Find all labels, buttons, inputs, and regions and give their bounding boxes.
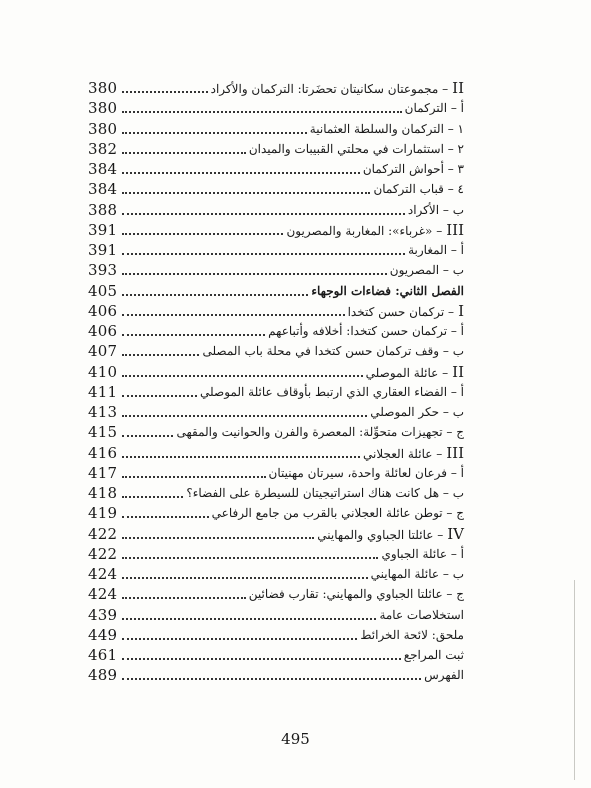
- toc-row: [88, 199, 464, 221]
- toc-dot-leader: [122, 213, 405, 215]
- toc-dot-leader: [122, 172, 360, 174]
- toc-row: [88, 462, 464, 484]
- toc-dot-leader: [122, 537, 314, 539]
- toc-page-number: 422: [88, 524, 118, 543]
- toc-entry: [317, 525, 464, 543]
- toc-row: [88, 77, 464, 99]
- toc-entry-text: – عائلتا الجباوي والمهايني: [317, 527, 444, 542]
- toc-dot-leader: [122, 678, 421, 680]
- toc-dot-leader: [122, 638, 357, 640]
- toc-entry: [249, 587, 464, 601]
- toc-entry: [405, 101, 464, 115]
- toc-entry: [212, 506, 464, 520]
- toc-entry-text: – عائلة الموصلي: [365, 365, 449, 380]
- toc-page-number: 380: [88, 99, 118, 118]
- toc-row: [88, 158, 464, 180]
- toc-page-number: 382: [88, 139, 118, 158]
- toc-entry: [408, 243, 464, 257]
- toc-entry: [373, 182, 464, 196]
- toc-dot-leader: [122, 294, 308, 296]
- toc-entry: [249, 142, 464, 156]
- toc-entry: [186, 486, 464, 500]
- toc-row: [88, 563, 464, 585]
- toc-dot-leader: [122, 658, 401, 660]
- toc-dot-leader: [122, 273, 387, 275]
- toc-entry: [408, 203, 464, 217]
- toc-dot-leader: [122, 456, 360, 458]
- toc-row: [88, 381, 464, 403]
- toc-roman-numeral: III: [446, 220, 464, 239]
- toc-row: [88, 583, 464, 605]
- toc-row: [88, 280, 464, 302]
- toc-entry-text: ملحق: لائحة الخرائط: [360, 627, 464, 642]
- toc-entry-text: أ – عائلة الجباوي: [381, 546, 464, 561]
- toc-entry: [381, 547, 464, 561]
- toc-page-number: 411: [88, 382, 118, 401]
- toc-entry: [363, 444, 464, 462]
- toc-page-number: 417: [88, 463, 118, 482]
- toc-dot-leader: [122, 496, 183, 498]
- toc-dot-leader: [122, 253, 405, 255]
- toc-entry-text: ب – وقف تركمان حسن كتخدا في محلة باب المصلى: [202, 344, 464, 359]
- toc-dot-leader: [122, 314, 345, 316]
- toc-dot-leader: [122, 132, 307, 134]
- toc-row: [88, 239, 464, 261]
- toc-dot-leader: [122, 233, 283, 235]
- toc-row: [88, 664, 464, 686]
- toc-page-number: 393: [88, 261, 118, 280]
- toc-row: [88, 604, 464, 626]
- toc-roman-numeral: I: [458, 301, 464, 320]
- toc-dot-leader: [122, 354, 199, 356]
- toc-entry-text: ج – تجهيزات متحوِّلة: المعصرة والفرن والحوانيت والمقهى: [176, 425, 464, 440]
- toc-page-number: 461: [88, 646, 118, 664]
- toc-page-number: 391: [88, 241, 118, 259]
- toc-entry: [286, 221, 464, 239]
- toc-row: [88, 219, 464, 241]
- page-number: 495: [281, 730, 310, 748]
- toc-entry: [424, 668, 464, 682]
- toc-entry-text: – «غرباء»: المغاربة والمصريون: [286, 223, 443, 238]
- toc-entry: [363, 162, 464, 176]
- toc-row: [88, 502, 464, 524]
- toc-entry: [390, 263, 464, 277]
- toc-row: [88, 118, 464, 140]
- toc-page-number: 380: [88, 119, 118, 138]
- toc-row: [88, 421, 464, 443]
- toc-entry: [202, 344, 464, 358]
- toc-page-number: 410: [88, 362, 118, 381]
- toc-entry: [404, 648, 464, 662]
- toc-entry-text: الفهرس: [424, 668, 464, 683]
- toc-entry: [360, 628, 464, 642]
- toc-page-number: 380: [88, 79, 118, 97]
- toc-entry-text: ٢ – استثمارات في محلتي القبيبات والميدان: [248, 141, 464, 156]
- toc-entry-text: ٤ – قباب التركمان: [373, 182, 464, 197]
- toc-roman-numeral: III: [446, 443, 464, 462]
- toc-entry-text: ب – هل كانت هناك استراتيجيتان للسيطرة على الفضاء؟: [186, 486, 464, 500]
- toc-row: [88, 401, 464, 423]
- toc-row: [88, 523, 464, 545]
- toc-dot-leader: [122, 375, 363, 377]
- toc-page-number: 439: [88, 605, 118, 624]
- toc-entry-text: ج – عائلتا الجباوي والمهايني: تقارب فضائين: [248, 587, 464, 602]
- toc-page-number: 415: [88, 423, 118, 442]
- toc-dot-leader: [122, 415, 367, 417]
- toc-page-number: 405: [88, 281, 118, 300]
- toc-dot-leader: [122, 91, 208, 93]
- toc-dot-leader: [122, 516, 209, 518]
- toc-entry: [310, 122, 464, 136]
- toc-roman-numeral: II: [452, 362, 464, 381]
- toc-row: [88, 442, 464, 464]
- toc-row: [88, 644, 464, 666]
- toc-row: [88, 624, 464, 646]
- toc-entry-text: استخلاصات عامة: [379, 607, 464, 622]
- toc-dot-leader: [122, 435, 173, 437]
- toc-dot-leader: [122, 152, 246, 154]
- toc-entry: [269, 466, 464, 480]
- toc-dot-leader: [122, 597, 246, 599]
- toc-entry: [268, 324, 464, 338]
- toc-page-number: 424: [88, 585, 118, 604]
- toc-entry-text: ب – الأكراد: [407, 202, 464, 217]
- toc-entry-text: – عائلة العجلاني: [363, 446, 443, 461]
- toc-entry-text: ب – حكر الموصلي: [370, 405, 464, 419]
- toc-dot-leader: [122, 192, 370, 194]
- toc-page-number: 384: [88, 180, 118, 199]
- toc-entry-text: – تركمان حسن كتخدا: [347, 304, 455, 319]
- toc-page-number: 424: [88, 565, 118, 583]
- toc-row: [88, 259, 464, 281]
- toc-entry-text: ب – عائلة المهايني: [370, 567, 464, 581]
- toc-entry: [200, 385, 464, 399]
- toc-entry: [379, 608, 464, 622]
- toc-entry: [370, 405, 464, 419]
- toc-row: [88, 320, 464, 342]
- toc-entry: [348, 302, 464, 320]
- toc-page-number: 388: [88, 200, 118, 219]
- toc-dot-leader: [122, 557, 378, 559]
- toc-entry-text: الفصل الثاني: فضاءات الوجهاء: [311, 283, 464, 298]
- toc-row: [88, 361, 464, 383]
- toc-entry-text: ٣ – أحواش التركمان: [362, 162, 464, 176]
- toc-page-number: 449: [88, 625, 118, 644]
- toc-entry-text: أ – التركمان: [404, 101, 464, 116]
- toc-dot-leader: [122, 334, 265, 336]
- toc-entry: [176, 425, 464, 439]
- toc-row: [88, 340, 464, 362]
- toc-row: [88, 543, 464, 565]
- toc-roman-numeral: IV: [447, 524, 464, 543]
- toc-page-number: 406: [88, 301, 118, 320]
- toc-page-number: 391: [88, 220, 118, 239]
- toc-page-number: 407: [88, 342, 118, 361]
- toc-roman-numeral: II: [452, 79, 464, 97]
- toc-entry: [211, 79, 464, 97]
- toc-entry-text: ثبت المراجع: [403, 648, 464, 662]
- toc-page-number: 419: [88, 504, 118, 523]
- toc-entry-text: أ – الفضاء العقاري الذي ارتبط بأوقاف عائلة الموصلي: [200, 384, 464, 399]
- toc-dot-leader: [122, 395, 197, 397]
- toc-entry-text: أ – فرعان لعائلة واحدة، سيرتان مهنيتان: [268, 465, 464, 480]
- toc-dot-leader: [122, 111, 402, 113]
- toc-page-number: 489: [88, 666, 118, 685]
- toc-row: [88, 138, 464, 160]
- toc-entry-text: أ – تركمان حسن كتخدا: أخلافه وأتباعهم: [268, 324, 464, 338]
- toc-page-number: 416: [88, 443, 118, 462]
- toc-page-number: 384: [88, 160, 118, 178]
- toc-page-number: 418: [88, 484, 118, 502]
- scan-edge-line: [574, 580, 575, 780]
- toc-row: [88, 97, 464, 119]
- toc-entry-text: ١ – التركمان والسلطة العثمانية: [309, 121, 464, 136]
- toc-dot-leader: [122, 577, 368, 579]
- toc-entry: [371, 567, 464, 581]
- toc-entry-text: – مجموعتان سكانيتان تحضَرتا: التركمان والأكراد: [210, 82, 449, 96]
- toc-entry: [366, 363, 464, 381]
- toc-entry-text: أ – المغاربة: [408, 243, 464, 257]
- toc-dot-leader: [122, 476, 266, 478]
- toc-entry-text: ج – توطن عائلة العجلاني بالقرب من جامع الرفاعي: [211, 506, 464, 521]
- toc-row: [88, 482, 464, 504]
- toc-row: [88, 300, 464, 322]
- toc-row: [88, 178, 464, 200]
- toc-dot-leader: [122, 618, 376, 620]
- toc-page-number: 422: [88, 544, 118, 563]
- toc-entry-text: ب – المصريون: [389, 263, 464, 278]
- toc-page-number: 413: [88, 403, 118, 421]
- toc-entry: [311, 284, 464, 298]
- toc-page-number: 406: [88, 322, 118, 340]
